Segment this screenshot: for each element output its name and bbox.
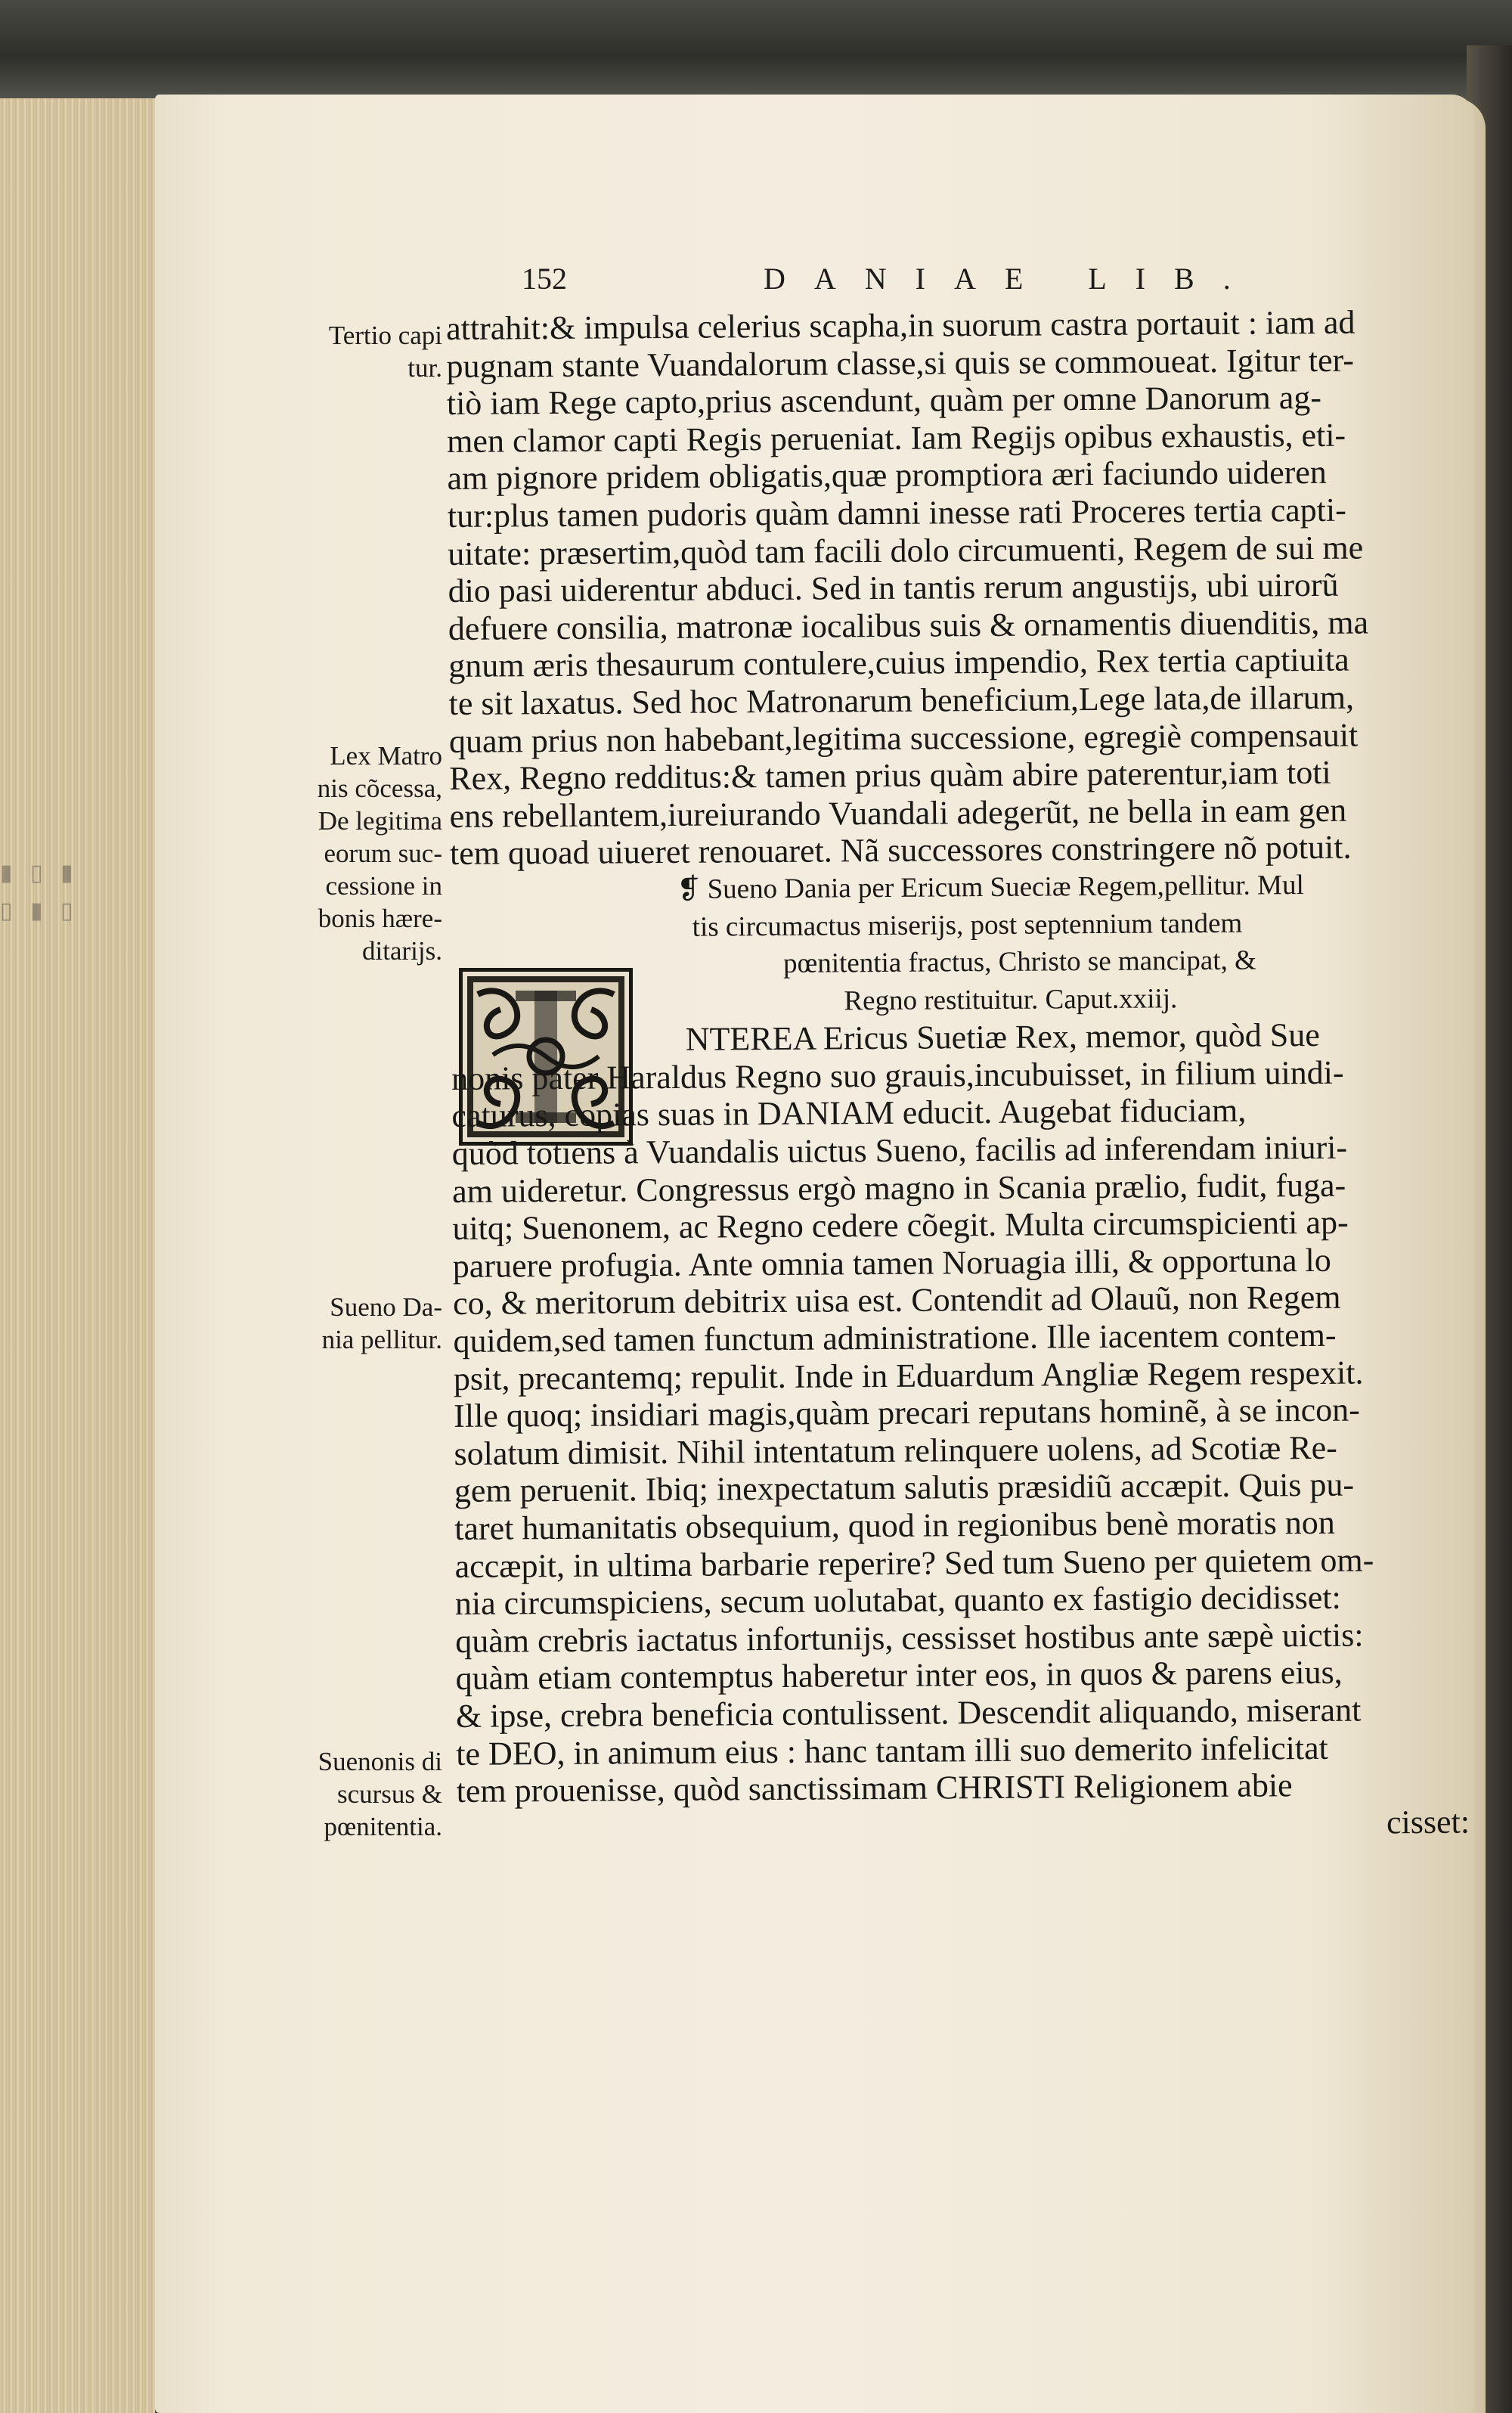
text-line: tem quoad uiueret renouaret. Nã successores constringere nõ potuit. [449, 828, 1352, 873]
page-number: 152 [522, 262, 567, 296]
sidenote-line: cessione in [325, 871, 442, 901]
sidenote-lex [280, 740, 442, 967]
text-line: quam prius non habebant,legitima successione, egregiè compensauit [448, 716, 1359, 760]
sidenote-pellitur [280, 1291, 442, 1356]
sidenote-line: pœnitentia. [324, 1812, 442, 1841]
body-line: am uideretur. Congressus ergò magno in Scania prælio, fudit, fuga- [451, 1166, 1346, 1210]
sidenote-line: scursus & [336, 1779, 442, 1809]
text-line: am pignore pridem obligatis,quæ promptiora æri faciundo uideren [447, 454, 1327, 498]
sidenote-line: Tertio capi [328, 321, 442, 350]
body-line: paruere profugia. Ante omnia tamen Noruagia illi, & opportuna lo [452, 1241, 1331, 1285]
text-line: attrahit:& impulsa celerius scapha,in suorum castra portauit : iam ad [446, 303, 1356, 347]
body-line: accæpit, in ultima barbarie reperire? Sed tum Sueno per quietem om- [454, 1541, 1374, 1585]
main-text [446, 303, 1470, 1848]
text-line: te sit laxatus. Sed hoc Matronarum beneficium,Lege lata,de illarum, [448, 678, 1355, 722]
body-line: psit, precantemq; repulit. Inde in Eduardum Angliæ Regem respexit. [453, 1354, 1364, 1397]
running-head [522, 261, 1323, 306]
sidenote-line: nis cõcessa, [317, 774, 442, 803]
text-line: pugnam stante Vuandalorum classe,si quis se commoueat. Igitur ter- [446, 341, 1355, 385]
body-line: gem peruenit. Ibiq; inexpectatum salutis præsidiũ accæpit. Quis pu- [454, 1466, 1355, 1510]
body-line: taret humanitatis obsequium, quod in regionibus benè moratis non [454, 1503, 1335, 1547]
chapter-heading-line: pœnitentia fractus, Christo se mancipat, & [782, 944, 1256, 980]
book-cover-top [0, 0, 1512, 102]
body-line: nia circumspiciens, secum uolutabat, quanto ex fastigio decidisset: [454, 1578, 1341, 1623]
body-line: quidem,sed tamen functum administratione. Ille iacentem contem- [453, 1316, 1337, 1360]
sidenote-line: Lex Matro [330, 741, 442, 771]
text-line: ens rebellantem,iureiurando Vuandali adegerũt, ne bella in eam gen [449, 791, 1347, 835]
body-line: tem prouenisse, quòd sanctissimam CHRISTI Religionem abie [456, 1766, 1293, 1810]
body-line: co, & meritorum debitrix uisa est. Contendit ad Olauũ, non Regem [453, 1279, 1341, 1323]
sidenote-line: nia pellitur. [321, 1325, 442, 1354]
chapter-heading-line: ❡ Sueno Dania per Ericum Sueciæ Regem,pellitur. Mul [677, 870, 1304, 905]
sidenote-line: bonis hære- [318, 904, 442, 933]
sidenote-discursus [280, 1745, 442, 1843]
text-line: uitate: præsertim,quòd tam facili dolo circumuenti, Regem de sui me [448, 529, 1364, 572]
sidenote-line: ditarijs. [362, 936, 442, 966]
text-line: gnum æris thesaurum contulere,cuius impendio, Rex tertia captiuita [448, 641, 1349, 685]
body-line: quàm crebris iactatus infortunijs, cessisset hostibus ante sæpè uictis: [455, 1616, 1364, 1660]
body-line: quòd totiens à Vuandalis uictus Sueno, facilis ad inferendam iniuri- [451, 1128, 1348, 1173]
body-line: te DEO, in animum eius : hanc tantam illi suo demerito infelicitat [456, 1729, 1328, 1773]
sidenote-line: eorum suc- [324, 839, 442, 868]
text-line: dio pasi uiderentur abduci. Sed in tantis rerum angustijs, ubi uirorũ [448, 566, 1339, 610]
body-line: caturus, copias suas in DANIAM educit. Augebat fiduciam, [451, 1092, 1247, 1135]
body-line: Ille quoq; insidiari magis,quàm precari reputans hominẽ, à se incon- [454, 1391, 1361, 1435]
chapter-heading-line: Regno restituitur. Caput.xxiij. [844, 982, 1178, 1017]
chapter-heading-line: tis circumactus miserijs, post septennium tandem [692, 907, 1243, 943]
body-line: cisset: [1386, 1803, 1470, 1841]
sidenote-line: Suenonis di [318, 1747, 442, 1776]
text-line: tiò iam Rege capto,prius ascendunt, quàm per omne Danorum ag- [446, 379, 1322, 423]
page-edges [0, 98, 155, 2413]
sidenote-tertio [280, 319, 442, 384]
body-line: uitq; Suenonem, ac Regno cedere cõegit. Multa circumspicienti ap- [452, 1203, 1349, 1248]
running-title: DANIAE LIB. [764, 262, 1259, 296]
text-line: defuere consilia, matronæ iocalibus suis & ornamentis diuenditis, ma [448, 603, 1369, 647]
text-line: Rex, Regno redditus:& tamen prius quàm abire paterentur,iam toti [449, 753, 1331, 798]
sidenote-line: tur. [407, 353, 442, 383]
body-line: NTEREA Ericus Suetiæ Rex, memor, quòd Sue [685, 1016, 1320, 1059]
text-line: tur:plus tamen pudoris quàm damni inesse rati Proceres tertia capti- [447, 491, 1346, 535]
body-line: solatum dimisit. Nihil intentatum relinquere uolens, ad Scotiæ Re- [454, 1428, 1337, 1472]
sidenote-line: Sueno Da- [330, 1292, 442, 1322]
text-line: men clamor capti Regis perueniat. Iam Regijs opibus exhaustis, eti- [447, 416, 1346, 460]
body-line: nonis pater Haraldus Regno suo grauis,incubuisset, in filium uindi- [451, 1053, 1344, 1097]
body-line: & ipse, crebra beneficia contulissent. Descendit aliquando, miserant [455, 1691, 1362, 1735]
sidenote-line: De legitima [318, 806, 442, 836]
show-through-marks: ▮ ▯ ▮ ▯ ▮ ▯ [0, 861, 79, 923]
body-line: quàm etiam contemptus haberetur inter eos, in quos & parens eius, [455, 1654, 1343, 1698]
